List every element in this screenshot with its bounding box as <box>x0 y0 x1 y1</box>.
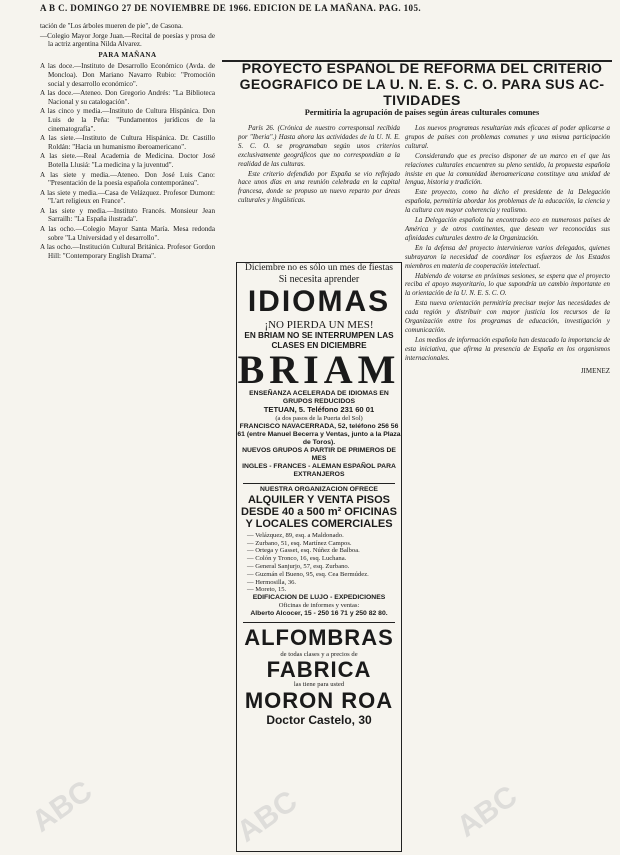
article-paragraph: Habiendo de votarse en próximas sesiones, se espera que el proyecto reciba el apoyo mayoritario, lo que supondría un cambio importante en la orientación de la U. N. E. S. C. O. <box>405 272 610 298</box>
article-paragraph: Considerando que es preciso disponer de un marco en el que las relaciones culturales encuentren su pleno sentido, la propuesta española insiste en que la comunidad iberoamericana constituye una unidad de lengua, historia y tradición. <box>405 152 610 187</box>
lecture-item: A las siete y media.—Casa de Velázquez. Profesor Dumont: "L'art religieux en France". <box>40 188 215 206</box>
lecture-item: A las ocho.—Institución Cultural Británica. Profesor Gordon Hill: "Contemporary English Drama". <box>40 243 215 260</box>
headline-line: TIVIDADES <box>383 92 461 108</box>
section-title: PARA MAÑANA <box>98 50 157 59</box>
ad-briam-logo: BRIAM <box>237 347 401 393</box>
left-top-item: —Colegio Mayor Jorge Juan.—Recital de poesías y prosa de la actriz argentina Nilda Alvarez. <box>40 31 215 49</box>
headline-line: GEOGRAFICO DE LA U. N. E. S. C. O. PARA SUS AC- <box>239 76 605 92</box>
lecture-item: A las doce.—Instituto de Desarrollo Económico (Avda. de Moncloa). Don Mariano Navarro Rubio: "Promoción social y desarrollo económico". <box>40 62 215 88</box>
lecture-item: A las siete.—Real Academia de Medicina. Doctor José Botella Llusiá: "La medicina y la juventud". <box>40 152 215 169</box>
ad-fabrica: FABRICA <box>266 657 372 683</box>
ad-street: — Ortega y Gasset, esq. Núñez de Balboa. <box>247 547 360 555</box>
article-paragraph: Este criterio defendido por España se vio reflejado hace unos días en una reunión celebrada en la capital francesa, donde se propuso un nuevo reparto por áreas culturales y lingüísticas. <box>238 170 400 205</box>
article-signature: JIMENEZ <box>580 366 610 375</box>
ad-no-pierda: ¡NO PIERDA UN MES! <box>264 319 374 331</box>
article-right-column <box>405 125 610 375</box>
ad-street: — Moreto, 15. <box>247 586 287 594</box>
ad-intro: Diciembre no es sólo un mes de fiestas <box>244 263 393 273</box>
article-mid-column <box>238 125 400 207</box>
article-paragraph: París 26. (Crónica de nuestro corresponsal recibida por "Iberia".) Hasta ahora las actividades de la U. N. E. S. C. O. se programaban según unos criterios exclusivamente geográficos que no correspondían a la realidad de las culturas. <box>238 125 400 168</box>
ad-street: — Hermosilla, 36. <box>247 578 297 586</box>
ad-direccion: Doctor Castelo, 30 <box>266 713 372 728</box>
ad-alquiler: ALQUILER Y VENTA PISOS DESDE 40 a 500 m² OFICINAS Y LOCALES COMERCIALES <box>241 493 397 530</box>
ad-edificacion: EDIFICACION DE LUJO - EXPEDICIONES <box>252 594 386 602</box>
lecture-item: A las doce.—Ateneo. Don Gregorio Andrés: "La Biblioteca Nacional y su catalogación". <box>40 89 215 106</box>
ad-alfombras: ALFOMBRAS <box>244 625 394 651</box>
article-paragraph: Este proyecto, como ha dicho el presidente de la Delegación española, permitiría abordar los problemas de la educación, la ciencia y la cultura con mayor coherencia y realismo. <box>405 189 610 215</box>
advertisement-box <box>236 262 402 852</box>
article-paragraph: Los nuevos programas resultarían más eficaces al poder aplicarse a grupos de países con problemas comunes y una misma participación cultural. <box>405 125 610 150</box>
ad-street: — General Sanjurjo, 57, esq. Zurbano. <box>247 562 350 570</box>
left-column <box>40 22 215 261</box>
ad-street: — Velázquez, 89, esq. a Maldonado. <box>247 531 344 539</box>
ad-ensenanza: ENSEÑANZA ACELERADA DE IDIOMAS EN GRUPOS REDUCIDOS <box>249 390 389 406</box>
ad-divider <box>243 483 395 484</box>
ad-street: — Guzmán el Bueno, 95, esq. Cea Bermúdez. <box>247 570 369 578</box>
ad-idiomas-list: INGLES - FRANCES - ALEMAN ESPAÑOL PARA EXTRANJEROS <box>242 462 396 478</box>
article-paragraph: Esta nueva orientación permitiría precisar mejor las necesidades de cada región y distribuir con mayor justicia los recursos de la Organización entre los programas de educación, investigación y comunicación. <box>405 300 610 334</box>
ad-need: Si necesita aprender <box>278 274 360 285</box>
ad-idiomas: IDIOMAS <box>247 285 391 318</box>
ad-briam-note: EN BRIAM NO SE INTERRUMPEN LAS CLASES EN DICIEMBRE <box>244 331 394 350</box>
lecture-item: A las siete y media.—Instituto Francés. Monsieur Jean Sarrailh: "La España ilustrada". <box>40 206 215 224</box>
watermark-logo: ABC <box>26 774 99 839</box>
left-top-item: tación de "Los árboles mueren de pie", de Casona. <box>40 22 183 30</box>
article-paragraph: En la defensa del proyecto intervinieron varios delegados, quienes subrayaron la necesidad de coordinar los esfuerzos de los Estados miembros en materia de cooperación intelectual. <box>405 244 610 270</box>
ad-hace: las tiene para usted <box>293 681 345 689</box>
watermark-logo: ABC <box>451 779 524 844</box>
lecture-item: A las ocho.—Colegio Mayor Santa María. Mesa redonda sobre "La Universidad y el desarrollo". <box>40 225 215 242</box>
ad-moron-roa: MORON ROA <box>244 688 394 714</box>
lecture-item: A las siete.—Instituto de Cultura Hispánica. Dr. Castillo Roldán: "Hacia un humanismo iberoamericano". <box>40 134 215 151</box>
ad-divider <box>243 622 395 623</box>
ad-tetuan: TETUAN, 5. Teléfono 231 60 01 <box>263 405 375 415</box>
ad-francisco: FRANCISCO NAVACERRADA, 52, teléfono 256 56 61 (entre Manuel Becerra y Ventas, junto a la Plaza de Toros). <box>237 422 401 446</box>
article-paragraph: La Delegación española ha encontrado eco en numerosos países de América y de otros continentes, que desean ver reconocidas sus afinidades culturales dentro de la Organización. <box>405 217 610 242</box>
lecture-item: A las cinco y media.—Instituto de Cultura Hispánica. Don Luis de la Peña: "Fundamentos jurídicos de la cinematografía". <box>40 107 215 133</box>
ad-street: — Colón y Tronco, 16, esq. Luchana. <box>247 555 347 563</box>
ad-org-offer: NUESTRA ORGANIZACION OFRECE <box>260 485 378 493</box>
ad-oficinas: Oficinas de informes y ventas: <box>278 602 360 610</box>
ad-nuevos: NUEVOS GRUPOS A PARTIR DE PRIMEROS DE MES <box>242 446 396 462</box>
lecture-item: A las siete y media.—Ateneo. Don José Luis Cano: "Presentación de la poesía española contemporánea". <box>40 170 215 188</box>
ad-street: — Zurbano, 51, esq. Martínez Campos. <box>247 539 352 547</box>
ad-tetuan-note: (a dos pasos de la Puerta del Sol) <box>275 414 363 422</box>
article-subtitle: Permitiría la agrupación de países según áreas culturales comunes <box>304 108 540 117</box>
page-header: A B C. DOMINGO 27 DE NOVIEMBRE DE 1966. EDICION DE LA MAÑANA. PAG. 105. <box>40 3 421 13</box>
ad-street-list <box>247 532 397 594</box>
ad-alberto: Alberto Alcocer, 15 - 250 16 71 y 250 82 80. <box>250 610 388 618</box>
article-paragraph: Los medios de información española han destacado la importancia de esta iniciativa, que afirma la presencia de España en los organismos internacionales. <box>405 336 610 362</box>
headline-line: PROYECTO ESPAÑOL DE REFORMA DEL CRITERIO <box>241 60 603 76</box>
article-headline <box>232 60 612 108</box>
watermark-logo: ABC <box>231 784 304 849</box>
ad-alfombras-sub: de todas clases y a precios de <box>280 651 358 659</box>
